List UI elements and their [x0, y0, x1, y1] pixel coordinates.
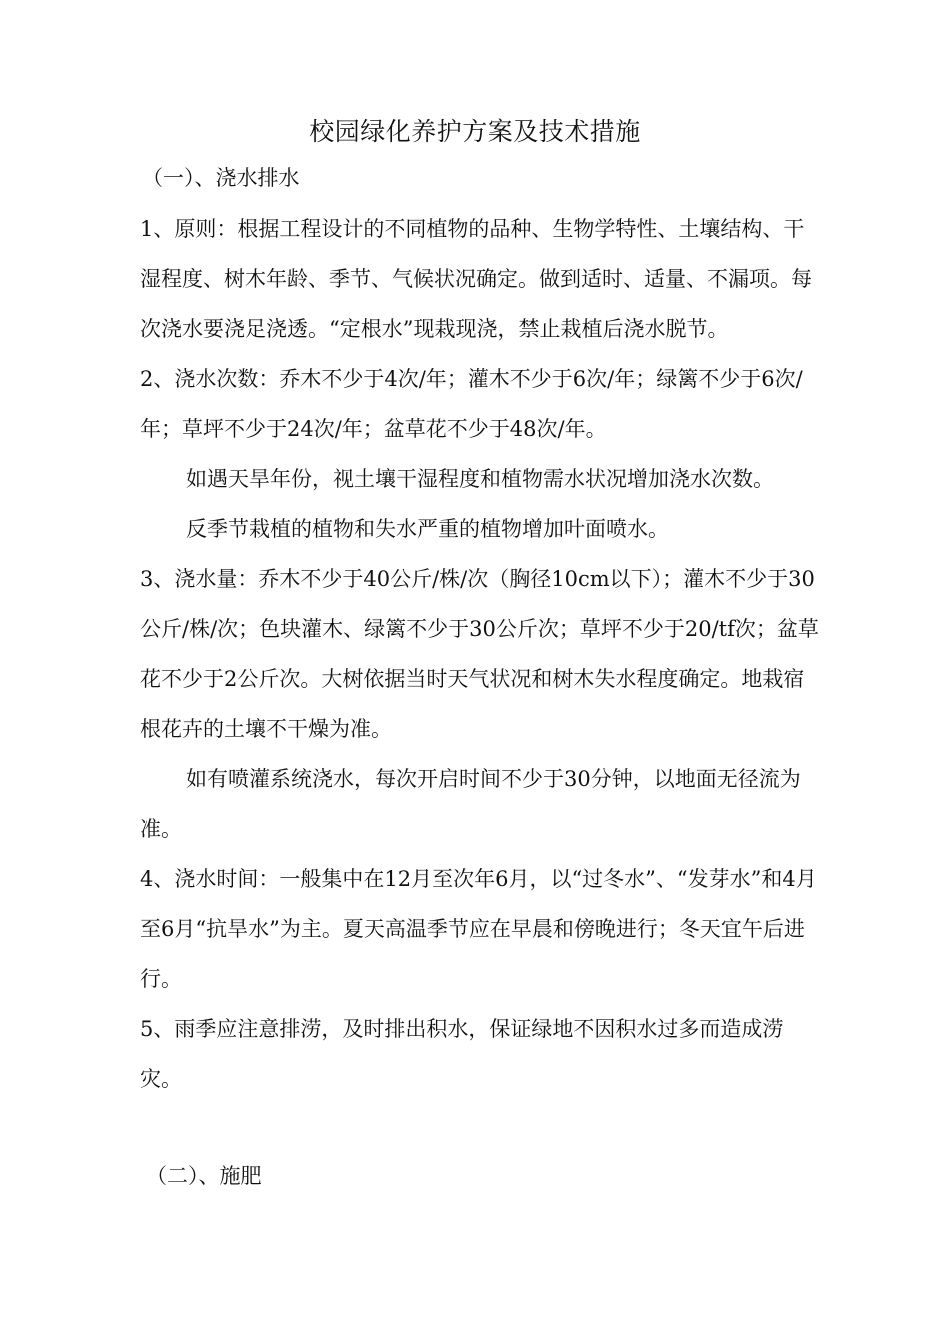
document-title: 校园绿化养护方案及技术措施 [309, 117, 641, 146]
paragraph-sprinkler: 如有喷灌系统浇水，每次开启时间不少于30分钟，以地面无径流为准。 [140, 767, 801, 841]
paragraph-watering-frequency: 2、浇水次数：乔木不少于4次/年；灌木不少于6次/年；绿篱不少于6次/年；草坪不少于24次/年；盆草花不少于48次/年。 [140, 367, 803, 441]
section-heading-fertilizing: （二）、施肥 [146, 1164, 262, 1188]
paragraph-principle: 1、原则：根据工程设计的不同植物的品种、生物学特性、土壤结构、干湿程度、树木年龄、季节、气候状况确定。做到适时、适量、不漏项。每次浇水要浇足浇透。“定根水”现栽现浇，禁止栽植后浇水脱节。 [140, 217, 812, 341]
document-body [140, 204, 820, 1104]
paragraph-drought-years: 如遇天旱年份，视土壤干湿程度和植物需水状况增加浇水次数。 [186, 467, 774, 491]
paragraph-drainage: 5、雨季应注意排涝，及时排出积水，保证绿地不因积水过多而造成涝灾。 [140, 1017, 784, 1091]
paragraph-watering-amount: 3、浇水量：乔木不少于40公斤/株/次（胸径10cm以下）；灌木不少于30公斤/株/次；色块灌木、绿篱不少于30公斤次；草坪不少于20/tf次；盆草花不少于2公斤次。大树依据当时天气状况和树木失水程度确定。地栽宿根花卉的土壤不干燥为准。 [140, 567, 819, 741]
paragraph-off-season: 反季节栽植的植物和失水严重的植物增加叶面喷水。 [186, 517, 669, 541]
section-heading-watering: （一）、浇水排水 [142, 166, 300, 190]
paragraph-watering-time: 4、浇水时间：一般集中在12月至次年6月，以“过冬水”、“发芽水”和4月至6月“抗旱水”为主。夏天高温季节应在早晨和傍晚进行；冬天宜午后进行。 [140, 867, 817, 991]
